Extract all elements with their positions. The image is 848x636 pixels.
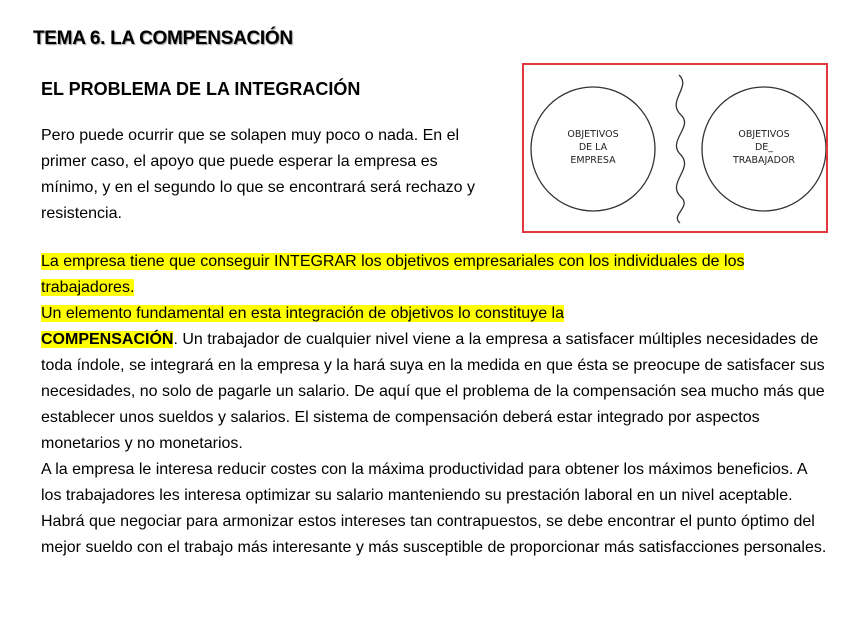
company-objectives-label: OBJETIVOS DE LA EMPRESA	[567, 129, 619, 166]
section-heading: EL PROBLEMA DE LA INTEGRACIÓN	[41, 79, 361, 99]
paragraph-interests: A la empresa le interesa reducir costes con la máxima productividad para obtener los máximos beneficios. A los trabajadores les interesa optimizar su salario manteniendo su prestación laboral en un nivel aceptable. Habrá que negociar para armonizar estos intereses tan contrapuestos, se debe encontrar el punto óptimo del mejor sueldo con el trabajo más interesante y más susceptible de proporcionar más satisfacciones personales.	[41, 461, 827, 556]
intro-paragraph: Pero puede ocurrir que se solapen muy poco o nada. En el primer caso, el apoyo que puede esperar la empresa es mínimo, y en el segundo lo que se encontrará será rechazo y resistencia.	[41, 127, 476, 222]
highlighted-text: La empresa tiene que conseguir INTEGRAR los objetivos empresariales con los individuales de los trabajadores.	[41, 253, 745, 296]
highlighted-text: Un elemento fundamental en esta integración de objetivos lo constituye la	[41, 305, 564, 322]
paragraph-compensation	[41, 301, 831, 457]
objectives-diagram	[522, 63, 828, 233]
paragraph-integration	[41, 249, 831, 301]
main-body	[41, 249, 831, 561]
separator-wave	[676, 75, 684, 223]
worker-objectives-label: OBJETIVOS DE_ TRABAJADOR	[732, 129, 796, 166]
page-title: TEMA 6. LA COMPENSACIÓN	[33, 28, 293, 49]
compensation-keyword: COMPENSACIÓN	[41, 331, 174, 348]
compensation-explanation: . Un trabajador de cualquier nivel viene a la empresa a satisfacer múltiples necesidades de toda índole, se integrará en la empresa y la hará suya en la medida en que ésta se preocupe de satisfacer sus necesidades, no solo de pagarle un salario. De aquí que el problema de la compensación sea mucho más que establecer unos sueldos y salarios. El sistema de compensación deberá estar integrado por aspectos monetarios y no monetarios.	[41, 331, 825, 452]
